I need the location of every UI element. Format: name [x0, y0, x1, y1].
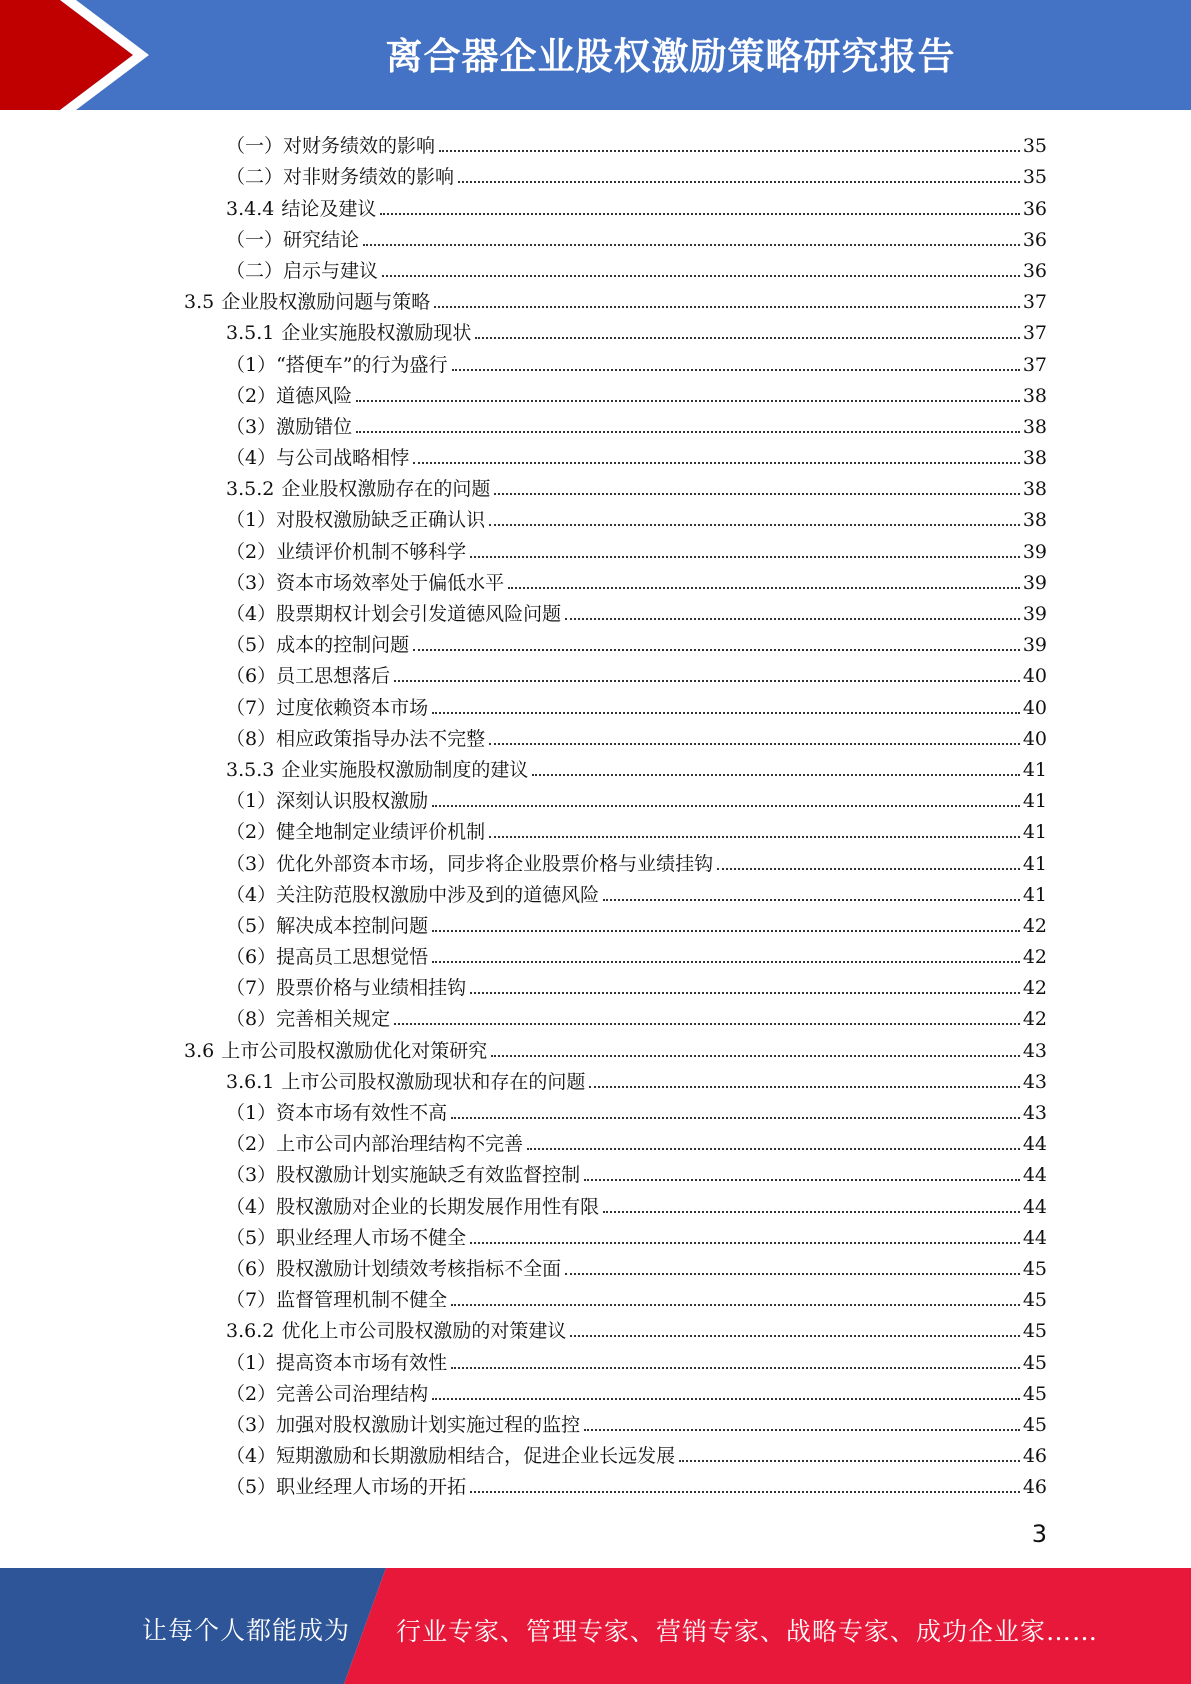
footer-slogan-left: 让每个人都能成为: [142, 1616, 351, 1645]
toc-entry-title: [226, 1133, 523, 1155]
toc-dot-leader: [432, 1398, 1020, 1400]
toc-entry-page: 45: [1022, 1289, 1047, 1312]
toc-entry-title: [226, 977, 466, 999]
toc-dot-leader: [717, 868, 1020, 870]
toc-dot-leader: [489, 524, 1020, 526]
toc-entry-page: 41: [1022, 790, 1047, 813]
toc-entry[interactable]: [0, 344, 1191, 375]
toc-entry-title: [226, 541, 466, 563]
toc-entry-title: [226, 697, 428, 719]
toc-entry-title: [226, 447, 409, 469]
toc-dot-leader: [432, 961, 1020, 963]
toc-dot-leader: [489, 836, 1020, 838]
toc-entry[interactable]: [0, 1030, 1191, 1061]
toc-entry-title: [226, 1414, 580, 1436]
toc-entry-page: 37: [1022, 291, 1047, 314]
toc-entry-label: （1）对股权激励缺乏正确认识: [226, 509, 486, 532]
toc-dot-leader: [603, 1211, 1020, 1213]
toc-entry-label: （5）职业经理人市场不健全: [226, 1226, 467, 1249]
toc-entry-label: （2）道德风险: [226, 384, 353, 407]
toc-entry-page: 44: [1022, 1226, 1047, 1249]
toc-entry-label: （1）资本市场有效性不高: [226, 1102, 448, 1124]
toc-entry[interactable]: [0, 1062, 1191, 1093]
toc-entry-title: [226, 1164, 580, 1186]
toc-entry[interactable]: [0, 781, 1191, 812]
toc-entry[interactable]: [0, 812, 1191, 843]
toc-entry[interactable]: [0, 1467, 1191, 1498]
toc-entry-label: 企业实施股权激励现状: [281, 322, 472, 345]
toc-dot-leader: [434, 306, 1020, 308]
toc-entry-page: 46: [1022, 1445, 1047, 1468]
toc-entry[interactable]: [0, 1124, 1191, 1155]
toc-entry-title: [226, 853, 713, 875]
toc-entry-page: 38: [1022, 415, 1047, 438]
toc-entry-label: （6）提高员工思想觉悟: [226, 946, 429, 969]
toc-entry-label: （二）启示与建议: [226, 259, 379, 282]
toc-entry[interactable]: [0, 376, 1191, 407]
toc-entry-page: 45: [1022, 1413, 1047, 1436]
toc-entry-title: [226, 1383, 428, 1405]
toc-entry-title: [226, 1258, 561, 1280]
toc-entry-label: （2）上市公司内部治理结构不完善: [226, 1133, 524, 1156]
toc-entry-label: 上市公司股权激励优化对策研究: [221, 1039, 488, 1062]
toc-entry-label: （4）股票期权计划会引发道德风险问题: [226, 603, 562, 625]
toc-entry-page: 41: [1022, 758, 1047, 781]
toc-entry-page: 42: [1022, 914, 1047, 937]
toc-entry-title: [226, 946, 428, 968]
toc-dot-leader: [451, 1117, 1020, 1119]
toc-dot-leader: [458, 181, 1020, 183]
toc-dot-leader: [394, 680, 1020, 682]
toc-entry-title: [226, 1102, 447, 1124]
toc-entry-title: [226, 790, 428, 812]
toc-entry-title: [226, 665, 390, 687]
toc-entry-page: 45: [1022, 1257, 1047, 1280]
toc-dot-leader: [380, 213, 1020, 215]
toc-entry-title: [226, 1352, 447, 1374]
toc-entry-page: 45: [1022, 1382, 1047, 1405]
toc-entry-title: [226, 135, 435, 157]
toc-entry-page: 39: [1022, 603, 1047, 625]
toc-entry[interactable]: [0, 1218, 1191, 1249]
toc-entry-title: [226, 1008, 390, 1030]
toc-entry[interactable]: [0, 843, 1191, 874]
toc-entry-label: （8）相应政策指导办法不完整: [226, 727, 486, 750]
toc-dot-leader: [452, 369, 1020, 371]
toc-dot-leader: [603, 899, 1020, 901]
toc-entry-page: 35: [1022, 166, 1047, 189]
toc-entry[interactable]: [0, 937, 1191, 968]
toc-entry-title: [226, 478, 490, 500]
toc-entry-number: 3.6: [184, 1039, 215, 1062]
toc-entry-label: （1）“搭便车”的行为盛行: [226, 353, 448, 376]
toc-entry-page: 38: [1022, 384, 1047, 407]
toc-entry-label: （6）员工思想落后: [226, 665, 391, 688]
toc-dot-leader: [589, 1086, 1020, 1088]
toc-entry-title: [226, 509, 485, 531]
toc-entry-number: 3.5: [184, 291, 215, 314]
toc-entry[interactable]: [0, 282, 1191, 313]
toc-entry[interactable]: [0, 750, 1191, 781]
toc-dot-leader: [527, 1148, 1020, 1150]
toc-entry[interactable]: [0, 875, 1191, 906]
page-number: 3: [1031, 1520, 1047, 1548]
toc-entry-label: （5）解决成本控制问题: [226, 914, 429, 937]
toc-entry[interactable]: [0, 968, 1191, 999]
toc-entry-page: 36: [1022, 228, 1047, 251]
toc-dot-leader: [363, 244, 1020, 246]
toc-entry-label: （5）成本的控制问题: [226, 634, 410, 657]
toc-dot-leader: [470, 556, 1020, 558]
toc-entry-page: 40: [1022, 665, 1047, 688]
toc-dot-leader: [451, 1367, 1020, 1369]
toc-dot-leader: [432, 930, 1020, 932]
toc-entry[interactable]: [0, 625, 1191, 656]
toc-entry[interactable]: [0, 251, 1191, 282]
toc-dot-leader: [432, 805, 1020, 807]
toc-dot-leader: [394, 1023, 1020, 1025]
toc-entry-title: [184, 1040, 487, 1062]
toc-entry-label: （2）业绩评价机制不够科学: [226, 540, 467, 563]
toc-entry-title: [226, 728, 485, 750]
toc-entry-page: 38: [1022, 509, 1047, 532]
toc-entry-title: [226, 759, 528, 781]
toc-entry-label: （7）股票价格与业绩相挂钩: [226, 977, 467, 1000]
toc-entry-title: [226, 1320, 566, 1342]
toc-entry-page: 44: [1022, 1164, 1047, 1187]
toc-dot-leader: [584, 1429, 1020, 1431]
toc-entry-title: [226, 416, 352, 438]
toc-entry-page: 36: [1022, 259, 1047, 282]
toc-entry-page: 45: [1022, 1351, 1047, 1374]
toc-entry-page: 38: [1022, 478, 1047, 501]
toc-entry-label: （3）优化外部资本市场，同步将企业股票价格与业绩挂钩: [226, 852, 714, 875]
toc-entry-label: （1）提高资本市场有效性: [226, 1351, 448, 1374]
toc-entry[interactable]: [0, 1311, 1191, 1342]
toc-entry-label: （3）激励错位: [226, 415, 353, 438]
toc-entry-title: [226, 1071, 585, 1093]
toc-entry[interactable]: [0, 906, 1191, 937]
toc-entry-label: （3）股权激励计划实施缺乏有效监督控制: [226, 1164, 581, 1187]
toc-dot-leader: [570, 1335, 1020, 1337]
toc-entry-title: [226, 1445, 675, 1467]
toc-entry-label: （一）研究结论: [226, 228, 360, 251]
toc-entry-page: 36: [1022, 197, 1047, 220]
toc-entry-label: （4）关注防范股权激励中涉及到的道德风险: [226, 883, 600, 906]
toc-entry[interactable]: [0, 407, 1191, 438]
toc-entry-page: 44: [1022, 1133, 1047, 1156]
toc-entry-label: 企业股权激励问题与策略: [221, 291, 431, 314]
toc-dot-leader: [508, 587, 1020, 589]
toc-entry-page: 43: [1022, 1039, 1047, 1062]
toc-dot-leader: [439, 150, 1020, 152]
toc-entry-page: 41: [1022, 821, 1047, 844]
toc-entry-title: [226, 603, 561, 625]
toc-entry[interactable]: [0, 1374, 1191, 1405]
toc-entry-label: （1）深刻认识股权激励: [226, 790, 429, 813]
toc-entry[interactable]: [0, 313, 1191, 344]
toc-entry-label: （一）对财务绩效的影响: [226, 135, 436, 158]
toc-entry-title: [226, 166, 454, 188]
toc-entry-page: 41: [1022, 852, 1047, 875]
toc-entry-page: 43: [1022, 1102, 1047, 1124]
toc-entry-number: 3.6.1: [226, 1070, 275, 1093]
toc-entry[interactable]: [0, 220, 1191, 251]
toc-entry-label: （5）职业经理人市场的开拓: [226, 1476, 467, 1499]
toc-entry-number: 3.6.2: [226, 1320, 275, 1343]
toc-entry[interactable]: [0, 188, 1191, 219]
toc-entry[interactable]: [0, 563, 1191, 594]
toc-dot-leader: [470, 992, 1020, 994]
toc-entry[interactable]: [0, 469, 1191, 500]
toc-dot-leader: [356, 400, 1020, 402]
toc-dot-leader: [356, 431, 1020, 433]
toc-entry-title: [226, 229, 359, 251]
toc-entry-title: [226, 572, 504, 594]
toc-entry-title: [226, 1227, 466, 1249]
toc-entry-title: [226, 1289, 447, 1311]
toc-dot-leader: [565, 1273, 1020, 1275]
toc-entry[interactable]: [0, 1405, 1191, 1436]
toc-entry-page: 41: [1022, 883, 1047, 906]
toc-dot-leader: [679, 1460, 1020, 1462]
toc-entry[interactable]: [0, 500, 1191, 531]
toc-entry-title: [226, 260, 378, 282]
toc-dot-leader: [491, 1055, 1020, 1057]
toc-entry-number: 3.5.1: [226, 322, 275, 345]
toc-entry-title: [226, 1476, 466, 1498]
page-header: [0, 0, 1191, 110]
toc-dot-leader: [584, 1179, 1020, 1181]
toc-entry-label: 结论及建议: [281, 197, 377, 220]
toc-entry-page: 39: [1022, 540, 1047, 563]
toc-entry-title: [226, 915, 428, 937]
toc-entry[interactable]: [0, 531, 1191, 562]
toc-dot-leader: [413, 462, 1020, 464]
toc-entry[interactable]: [0, 719, 1191, 750]
toc-entry-label: （8）完善相关规定: [226, 1008, 391, 1031]
toc-entry-title: [226, 821, 485, 843]
toc-entry-page: 39: [1022, 571, 1047, 594]
toc-entry-page: 39: [1022, 634, 1047, 657]
toc-entry-title: [226, 385, 352, 407]
report-title: 离合器企业股权激励策略研究报告: [385, 35, 956, 78]
toc-entry-page: 42: [1022, 946, 1047, 969]
toc-entry-page: 43: [1022, 1070, 1047, 1093]
toc-entry-page: 45: [1022, 1320, 1047, 1343]
toc-dot-leader: [470, 1242, 1020, 1244]
toc-entry-page: 38: [1022, 447, 1047, 470]
toc-entry[interactable]: [0, 1342, 1191, 1373]
toc-dot-leader: [382, 275, 1020, 277]
footer-slogan-right: 行业专家、管理专家、营销专家、战略专家、成功企业家……: [396, 1617, 1099, 1646]
toc-entry-page: 44: [1022, 1195, 1047, 1218]
toc-entry-number: 3.4.4: [226, 197, 275, 220]
toc-entry[interactable]: [0, 1280, 1191, 1311]
toc-entry-label: （2）健全地制定业绩评价机制: [226, 821, 486, 844]
toc-entry-title: [226, 322, 471, 344]
toc-entry-label: （3）加强对股权激励计划实施过程的监控: [226, 1413, 581, 1436]
toc-entry-page: 46: [1022, 1476, 1047, 1499]
toc-entry[interactable]: [0, 594, 1191, 625]
toc-entry-title: [226, 198, 376, 220]
page-footer: [0, 1568, 1191, 1684]
toc-entry-label: 上市公司股权激励现状和存在的问题: [281, 1070, 586, 1093]
toc-entry[interactable]: [0, 438, 1191, 469]
toc-entry-page: 35: [1022, 135, 1047, 158]
toc-entry[interactable]: [0, 1093, 1191, 1124]
toc-dot-leader: [532, 774, 1020, 776]
toc-entry[interactable]: [0, 1186, 1191, 1217]
toc-entry[interactable]: [0, 999, 1191, 1030]
toc-entry-label: （6）股权激励计划绩效考核指标不全面: [226, 1257, 562, 1280]
red-chevron-decoration: [0, 0, 160, 110]
toc-entry[interactable]: [0, 1249, 1191, 1280]
toc-entry-title: [184, 291, 430, 313]
toc-entry[interactable]: [0, 687, 1191, 718]
toc-entry-page: 37: [1022, 322, 1047, 345]
toc-entry-label: 企业股权激励存在的问题: [281, 478, 491, 501]
toc-entry[interactable]: [0, 1436, 1191, 1467]
toc-entry-page: 40: [1022, 696, 1047, 719]
toc-entry-label: （4）股权激励对企业的长期发展作用性有限: [226, 1195, 600, 1218]
toc-dot-leader: [451, 1304, 1020, 1306]
toc-dot-leader: [489, 743, 1020, 745]
toc-entry-label: （7）过度依赖资本市场: [226, 696, 429, 719]
toc-entry[interactable]: [0, 656, 1191, 687]
toc-entry-label: （3）资本市场效率处于偏低水平: [226, 571, 505, 594]
toc-dot-leader: [413, 649, 1020, 651]
toc-entry-page: 42: [1022, 1008, 1047, 1031]
toc-entry-title: [226, 354, 448, 376]
toc-entry-number: 3.5.3: [226, 758, 275, 781]
toc-entry-label: （4）与公司战略相悖: [226, 447, 410, 470]
toc-entry[interactable]: [0, 1155, 1191, 1186]
toc-entry[interactable]: [0, 126, 1191, 157]
toc-dot-leader: [432, 712, 1020, 714]
toc-entry[interactable]: [0, 157, 1191, 188]
toc-entry-title: [226, 634, 409, 656]
table-of-contents: [0, 126, 1191, 1498]
toc-dot-leader: [494, 493, 1020, 495]
toc-entry-page: 37: [1022, 353, 1047, 376]
toc-entry-label: 企业实施股权激励制度的建议: [281, 758, 529, 781]
toc-entry-title: [226, 884, 599, 906]
toc-entry-page: 40: [1022, 727, 1047, 750]
toc-entry-label: （4）短期激励和长期激励相结合，促进企业长远发展: [226, 1445, 676, 1468]
toc-entry-label: （二）对非财务绩效的影响: [226, 166, 455, 189]
toc-dot-leader: [470, 1491, 1020, 1493]
toc-dot-leader: [475, 337, 1020, 339]
toc-entry-label: （2）完善公司治理结构: [226, 1382, 429, 1405]
toc-entry-title: [226, 1196, 599, 1218]
toc-entry-label: 优化上市公司股权激励的对策建议: [281, 1320, 567, 1343]
toc-entry-page: 42: [1022, 977, 1047, 1000]
toc-dot-leader: [565, 618, 1020, 620]
toc-entry-number: 3.5.2: [226, 478, 275, 501]
toc-entry-label: （7）监督管理机制不健全: [226, 1289, 448, 1312]
